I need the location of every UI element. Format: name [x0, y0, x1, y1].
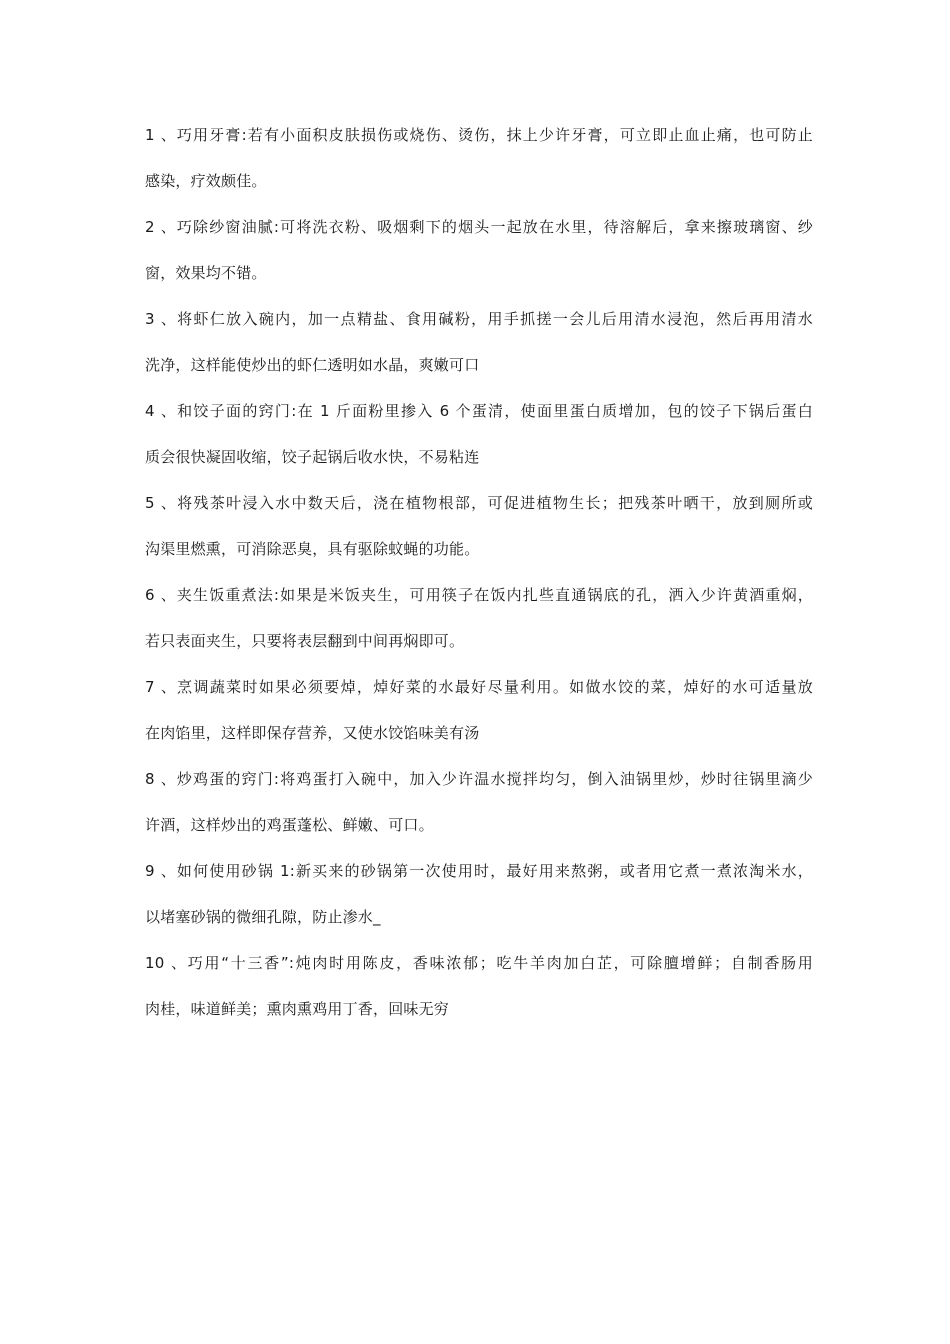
- tip-item-10: [145, 940, 813, 1032]
- tip-8-line-1: 8 、炒鸡蛋的窍门:将鸡蛋打入碗中，加入少许温水搅拌均匀，倒入油锅里炒，炒时往锅里滴少: [145, 770, 813, 788]
- tip-1-line-2: 感染，疗效颇佳。: [145, 172, 267, 190]
- tip-9-line-1: 9 、如何使用砂锅 1:新买来的砂锅第一次使用时，最好用来熬粥，或者用它煮一煮浓淘米水，: [145, 862, 813, 880]
- tip-2-line-2: 窗，效果均不错。: [145, 264, 267, 282]
- tip-6-line-2: 若只表面夹生，只要将表层翻到中间再焖即可。: [145, 632, 465, 650]
- tip-item-4: [145, 388, 813, 480]
- tips-list: [145, 112, 813, 1032]
- tip-5-line-1: 5 、将残茶叶浸入水中数天后，浇在植物根部，可促进植物生长；把残茶叶晒干，放到厕所或: [145, 494, 813, 512]
- tip-3-line-2: 洗净，这样能使炒出的虾仁透明如水晶，爽嫩可口: [145, 356, 480, 374]
- tip-3-line-1: 3 、将虾仁放入碗内，加一点精盐、食用碱粉，用手抓搓一会儿后用清水浸泡，然后再用清水: [145, 310, 813, 328]
- tip-item-9: [145, 848, 813, 940]
- tip-9-line-2: 以堵塞砂锅的微细孔隙，防止渗水_: [145, 908, 381, 926]
- tip-item-5: [145, 480, 813, 572]
- tip-item-2: [145, 204, 813, 296]
- tip-1-line-1: 1 、巧用牙膏:若有小面积皮肤损伤或烧伤、烫伤，抹上少许牙膏，可立即止血止痛，也可防止: [145, 126, 813, 144]
- tip-4-line-1: 4 、和饺子面的窍门:在 1 斤面粉里掺入 6 个蛋清，使面里蛋白质增加，包的饺子下锅后蛋白: [145, 402, 813, 420]
- tip-10-line-1: 10 、巧用“十三香”:炖肉时用陈皮，香味浓郁；吃牛羊肉加白芷，可除膻增鲜；自制香肠用: [145, 954, 813, 972]
- tip-2-line-1: 2 、巧除纱窗油腻:可将洗衣粉、吸烟剩下的烟头一起放在水里，待溶解后，拿来擦玻璃窗、纱: [145, 218, 813, 236]
- tip-10-line-2: 肉桂，味道鲜美；熏肉熏鸡用丁香，回味无穷: [145, 1000, 450, 1018]
- tip-item-7: [145, 664, 813, 756]
- tip-4-line-2: 质会很快凝固收缩，饺子起锅后收水快，不易粘连: [145, 448, 480, 466]
- tip-item-8: [145, 756, 813, 848]
- tip-item-1: [145, 112, 813, 204]
- tip-item-6: [145, 572, 813, 664]
- tip-item-3: [145, 296, 813, 388]
- tip-6-line-1: 6 、夹生饭重煮法:如果是米饭夹生，可用筷子在饭内扎些直通锅底的孔，洒入少许黄酒重焖，: [145, 586, 813, 604]
- tip-5-line-2: 沟渠里燃熏，可消除恶臭，具有驱除蚊蝇的功能。: [145, 540, 480, 558]
- tip-7-line-2: 在肉馅里，这样即保存营养，又使水饺馅味美有汤: [145, 724, 480, 742]
- tip-7-line-1: 7 、烹调蔬菜时如果必须要焯，焯好菜的水最好尽量利用。如做水饺的菜，焯好的水可适量放: [145, 678, 813, 696]
- tip-8-line-2: 许酒，这样炒出的鸡蛋蓬松、鲜嫩、可口。: [145, 816, 434, 834]
